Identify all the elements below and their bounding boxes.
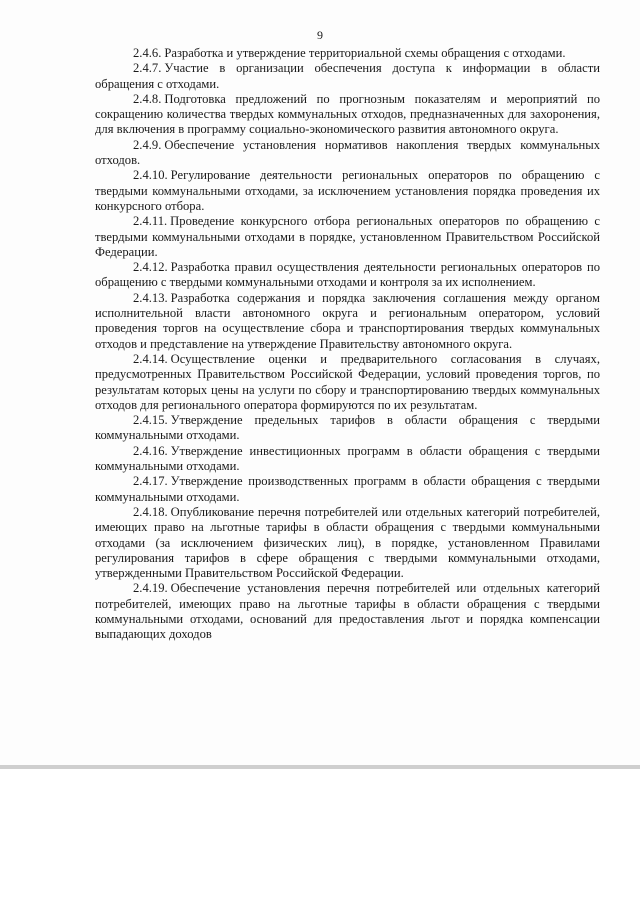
paragraph-2-4-15	[95, 413, 600, 444]
paragraph-number: 2.4.7.	[133, 61, 162, 76]
paragraph-text: Регулирование деятельности региональных операторов по обращению с твердыми коммунальными отходами, за исключением установления порядка проведения их конкурсного отбора.	[95, 168, 600, 213]
paragraph-text: Разработка и утверждение территориальной схемы обращения с отходами.	[164, 46, 566, 60]
paragraph-2-4-13	[95, 291, 600, 352]
paragraph-text: Утверждение инвестиционных программ в области обращения с твердыми коммунальными отходами.	[95, 443, 600, 474]
paragraph-text: Участие в организации обеспечения доступа к информации в области обращения с отходами.	[95, 61, 600, 91]
paragraph-2-4-14	[95, 352, 600, 413]
page-number: 9	[317, 28, 323, 42]
paragraph-2-4-9	[95, 138, 600, 169]
paragraph-number: 2.4.8.	[133, 91, 162, 106]
paragraph-2-4-10	[95, 168, 600, 214]
paragraph-number: 2.4.19.	[133, 581, 168, 596]
paragraph-number: 2.4.18.	[133, 504, 168, 519]
scan-edge-divider	[0, 765, 640, 769]
paragraph-number: 2.4.12.	[133, 260, 168, 275]
paragraph-text: Разработка правил осуществления деятельности региональных операторов по обращению с твердыми коммунальными отходами и контроля за их исполнением.	[95, 260, 600, 290]
paragraph-2-4-12	[95, 260, 600, 291]
paragraph-2-4-18	[95, 505, 600, 581]
paragraph-2-4-11	[95, 214, 600, 260]
paragraph-text: Осуществление оценки и предварительного согласования в случаях, предусмотренных Правительством Российской Федерации, условий проведения торгов, по результатам которых цены на услуги по сбору и транспортированию твердых коммунальных отходов для регионального оператора формируются по их результатам.	[95, 351, 600, 412]
paragraph-number: 2.4.17.	[133, 474, 168, 489]
paragraph-2-4-8	[95, 92, 600, 138]
paragraph-number: 2.4.16.	[133, 443, 168, 458]
paragraph-text: Разработка содержания и порядка заключения соглашения между органом исполнительной власти автономного округа и региональным оператором, условий проведения торгов на осуществление сбора и транспортирования твердых коммунальных отходов и представление на утверждение Правительству автономного округа.	[95, 290, 600, 351]
paragraph-text: Обеспечение установления нормативов накопления твердых коммунальных отходов.	[95, 137, 600, 168]
paragraph-number: 2.4.9.	[133, 137, 162, 152]
paragraph-text: Подготовка предложений по прогнозным показателям и мероприятий по сокращению количества твердых коммунальных отходов, предназначенных для захоронения, для включения в программу социально-экономического развития автономного округа.	[95, 91, 600, 137]
paragraph-number: 2.4.10.	[133, 168, 168, 183]
paragraph-text: Утверждение производственных программ в области обращения с твердыми коммунальными отходами.	[95, 474, 600, 504]
paragraph-number: 2.4.14.	[133, 351, 168, 366]
paragraph-2-4-6	[95, 46, 600, 61]
paragraph-text: Проведение конкурсного отбора региональных операторов по обращению с твердыми коммунальными отходами в порядке, установленном Правительством Российской Федерации.	[95, 214, 600, 259]
paragraph-text: Опубликование перечня потребителей или отдельных категорий потребителей, имеющих право на льготные тарифы в области обращения с твердыми коммунальными отходами (за исключением физических лиц), в порядке, установленном Правилами регулирования тарифов в сфере обращения с твердыми коммунальными отходами, утвержденными Правительством Российской Федерации.	[95, 504, 600, 581]
paragraph-number: 2.4.6.	[133, 46, 162, 60]
paragraph-2-4-16	[95, 444, 600, 475]
paragraph-number: 2.4.11.	[133, 214, 168, 229]
paragraph-number: 2.4.13.	[133, 290, 168, 305]
paragraph-2-4-7	[95, 61, 600, 92]
paragraph-text: Обеспечение установления перечня потребителей или отдельных категорий потребителей, имеющих право на льготные тарифы в области обращения с твердыми коммунальными отходами, оснований для предоставления льгот и порядка компенсации выпадающих доходов	[95, 581, 600, 642]
paragraph-number: 2.4.15.	[133, 413, 168, 428]
document-body	[95, 46, 600, 643]
paragraph-2-4-19	[95, 581, 600, 642]
paragraph-2-4-17	[95, 474, 600, 505]
paragraph-text: Утверждение предельных тарифов в области обращения с твердыми коммунальными отходами.	[95, 413, 600, 443]
